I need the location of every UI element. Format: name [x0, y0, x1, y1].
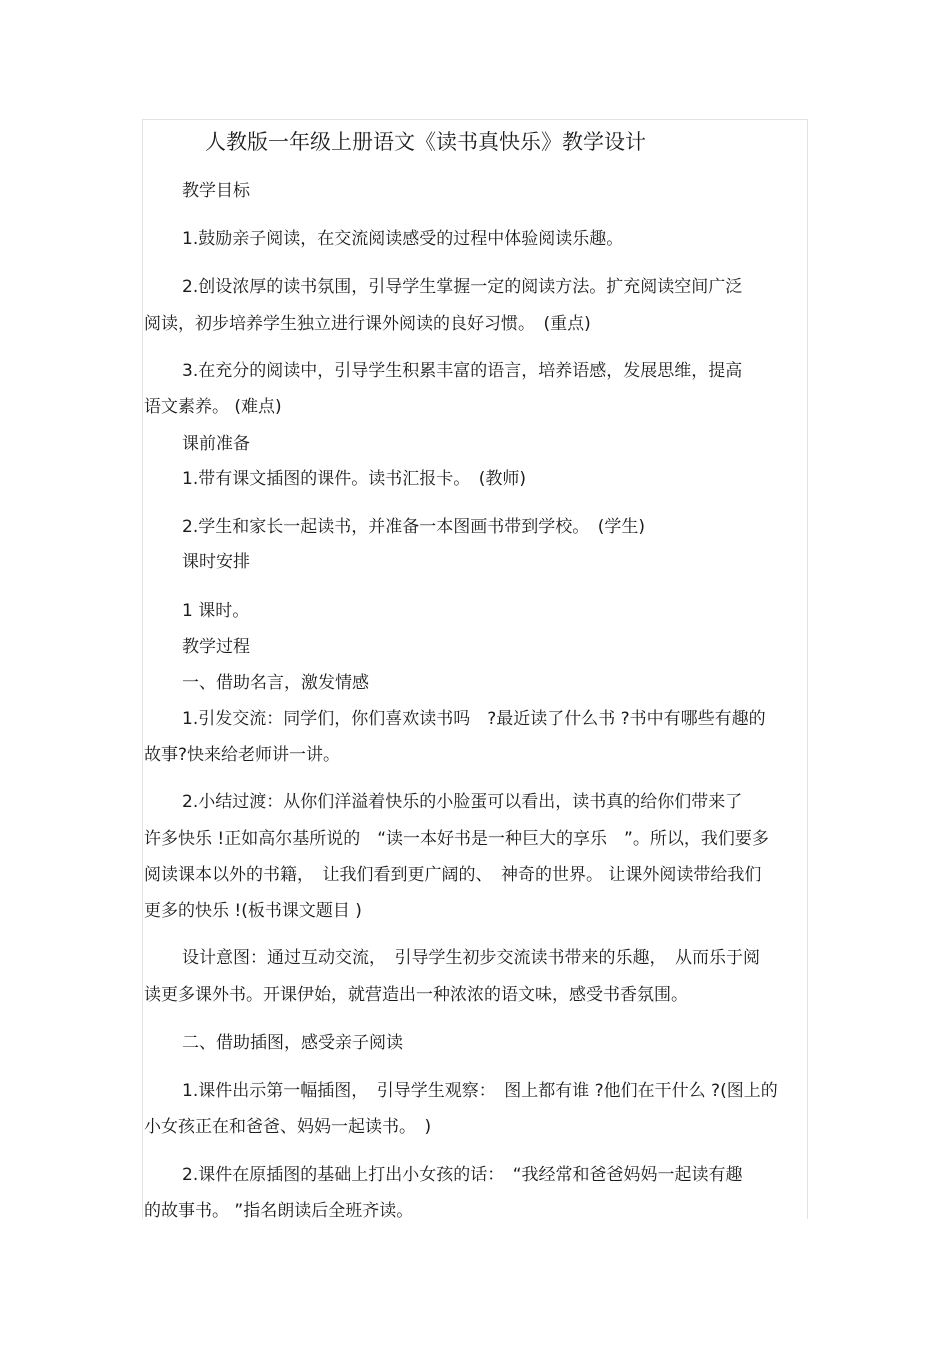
paragraph-line: 小女孩正在和爸爸、妈妈一起读书。 ) — [144, 1117, 432, 1137]
paragraph-line: 3.在充分的阅读中，引导学生积累丰富的语言，培养语感，发展思维，提高 — [182, 361, 743, 381]
paragraph-line: 1.鼓励亲子阅读，在交流阅读感受的过程中体验阅读乐趣。 — [182, 229, 624, 249]
paragraph-line: 2.创设浓厚的读书氛围，引导学生掌握一定的阅读方法。扩充阅读空间广泛 — [182, 277, 743, 297]
paragraph-line: 阅读，初步培养学生独立进行课外阅读的良好习惯。 (重点) — [144, 314, 591, 334]
heading-preparation: 课前准备 — [182, 434, 250, 454]
paragraph-line: 1.课件出示第一幅插图， 引导学生观察： 图上都有谁 ?他们在干什么 ?(图上的 — [182, 1081, 778, 1101]
document-title: 人教版一年级上册语文《读书真快乐》教学设计 — [205, 130, 646, 154]
paragraph-line: 1 课时。 — [182, 601, 250, 621]
paragraph-line: 故事?快来给老师讲一讲。 — [144, 745, 341, 765]
paragraph-line: 2.课件在原插图的基础上打出小女孩的话： “我经常和爸爸妈妈一起读有趣 — [182, 1165, 743, 1185]
paragraph-line: 的故事书。 ”指名朗读后全班齐读。 — [144, 1201, 414, 1221]
paragraph-line: 许多快乐 !正如高尔基所说的 “读一本好书是一种巨大的享乐 ”。所以，我们要多 — [144, 829, 769, 849]
section-heading: 一、借助名言，激发情感 — [182, 673, 369, 693]
heading-schedule: 课时安排 — [182, 552, 250, 572]
paragraph-line: 语文素养。 (难点) — [144, 397, 282, 417]
paragraph-line: 1.带有课文插图的课件。读书汇报卡。 (教师) — [182, 469, 526, 489]
design-intent-line: 设计意图：通过互动交流， 引导学生初步交流读书带来的乐趣， 从而乐于阅 — [182, 948, 760, 968]
paragraph-line: 1.引发交流：同学们，你们喜欢读书吗 ?最近读了什么书 ?书中有哪些有趣的 — [182, 709, 766, 729]
paragraph-line: 更多的快乐 !(板书课文题目 ) — [144, 901, 362, 921]
design-intent-line: 读更多课外书。开课伊始，就营造出一种浓浓的语文味，感受书香氛围。 — [144, 985, 688, 1005]
section-heading: 二、借助插图，感受亲子阅读 — [182, 1033, 403, 1053]
paragraph-line: 2.小结过渡：从你们洋溢着快乐的小脸蛋可以看出，读书真的给你们带来了 — [182, 792, 743, 812]
heading-teaching-goals: 教学目标 — [182, 181, 250, 201]
heading-process: 教学过程 — [182, 637, 250, 657]
paragraph-line: 2.学生和家长一起读书，并准备一本图画书带到学校。 (学生) — [182, 517, 645, 537]
paragraph-line: 阅读课本以外的书籍， 让我们看到更广阔的、 神奇的世界。 让课外阅读带给我们 — [144, 865, 762, 885]
